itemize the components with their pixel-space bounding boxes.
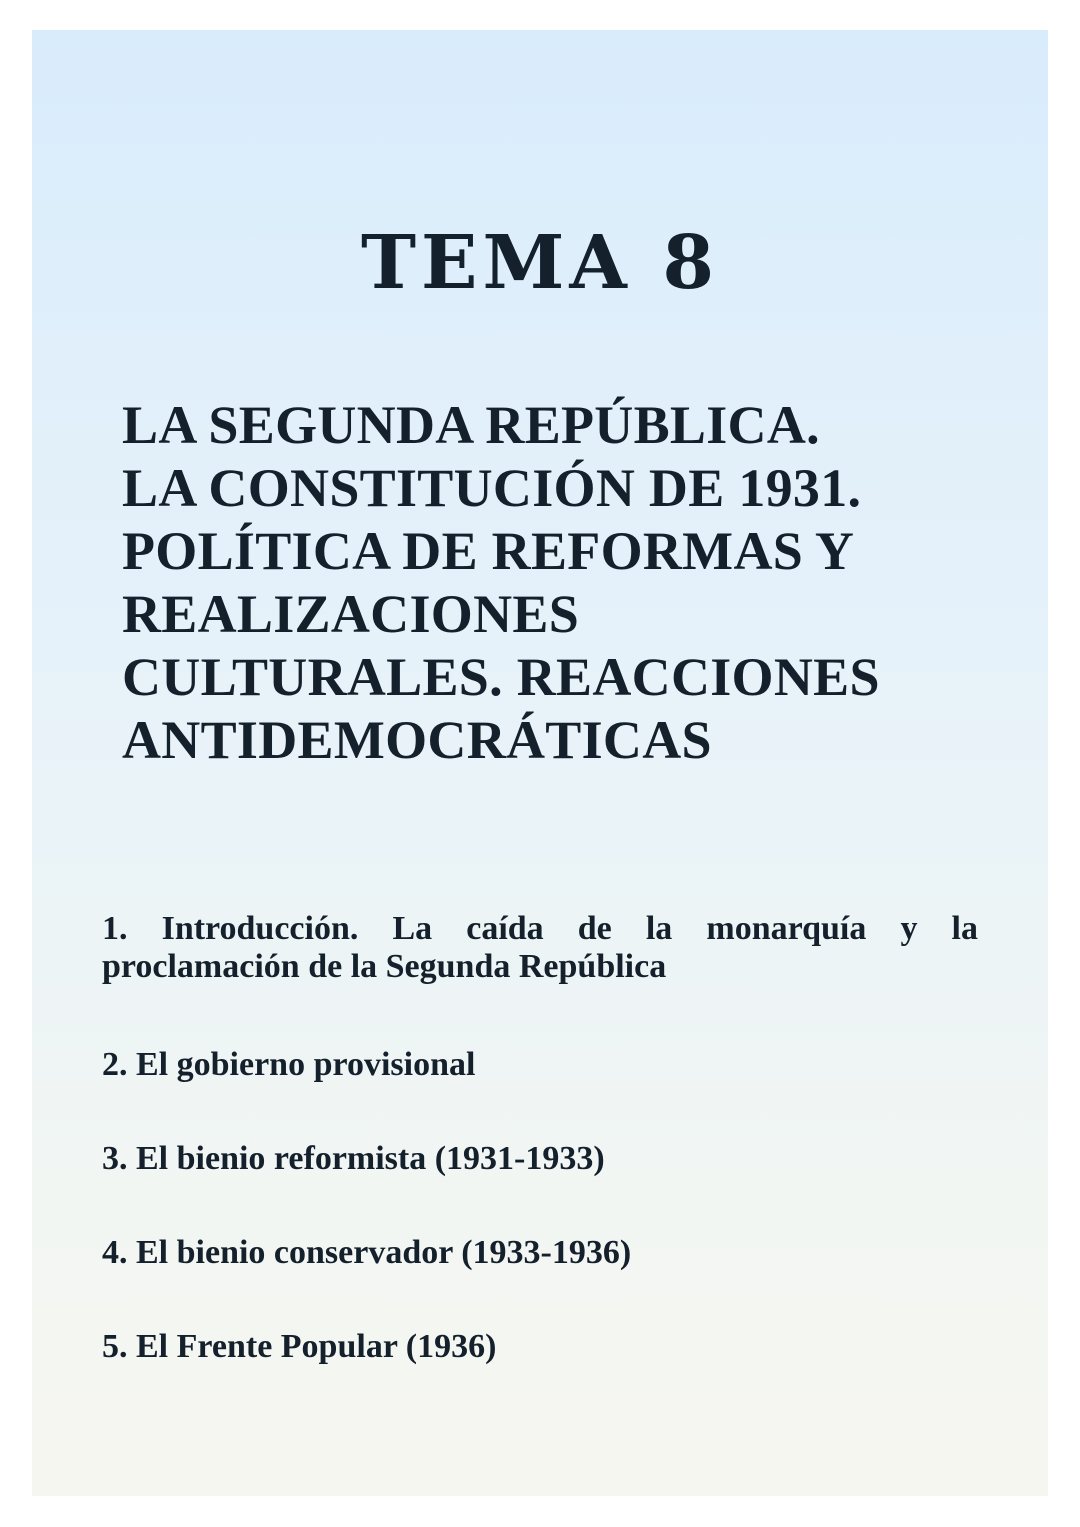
topic-title — [122, 394, 1002, 772]
topic-title-line-3: POLÍTICA DE REFORMAS Y — [122, 521, 855, 581]
topic-title-line-2: LA CONSTITUCIÓN DE 1931. — [122, 458, 862, 518]
toc-item-bienio-conservador: 4. El bienio conservador (1933-1936) — [102, 1234, 632, 1271]
topic-title-line-5: CULTURALES. REACCIONES — [122, 647, 880, 707]
toc-item-introduccion: 1. Introducción. La caída de la monarquía y la proclamación de la Segunda República — [102, 910, 978, 985]
topic-title-line-4: REALIZACIONES — [122, 584, 580, 644]
topic-number-heading: TEMA 8 — [360, 220, 720, 306]
document-page — [32, 30, 1048, 1496]
topic-title-line-6: ANTIDEMOCRÁTICAS — [122, 710, 712, 770]
toc-item-gobierno-provisional: 2. El gobierno provisional — [102, 1046, 476, 1083]
topic-title-line-1: LA SEGUNDA REPÚBLICA. — [122, 395, 820, 455]
toc-item-bienio-reformista: 3. El bienio reformista (1931-1933) — [102, 1140, 605, 1177]
toc-item-frente-popular: 5. El Frente Popular (1936) — [102, 1328, 497, 1365]
